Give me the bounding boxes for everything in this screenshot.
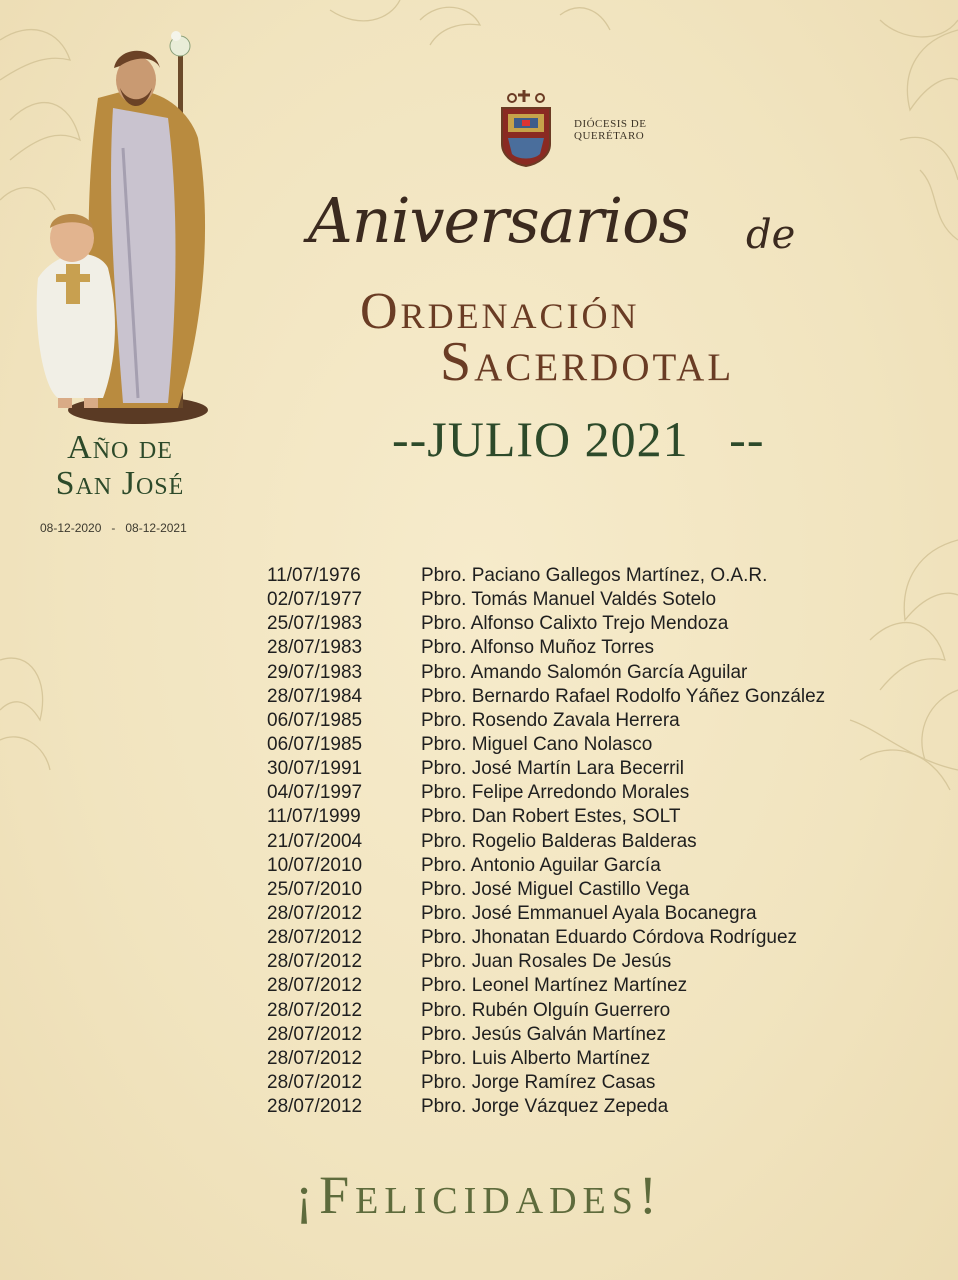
ordination-date: 25/07/2010 (267, 878, 363, 900)
ordination-date: 28/07/2012 (267, 903, 363, 925)
list-item (267, 950, 887, 974)
priest-name: Pbro. Juan Rosales De Jesús (421, 951, 672, 973)
ordination-date: 25/07/1983 (267, 613, 363, 635)
diocese-crest-icon (498, 88, 554, 168)
ordination-date: 06/07/1985 (267, 709, 363, 731)
list-item (267, 781, 887, 805)
st-joseph-statue-image (28, 28, 228, 428)
title-ordenacion: Ordenación (360, 283, 640, 340)
list-item (267, 999, 887, 1023)
priest-name: Pbro. José Martín Lara Becerril (421, 758, 684, 780)
priest-name: Pbro. Luis Alberto Martínez (421, 1047, 651, 1069)
ordination-date: 11/07/1976 (267, 565, 361, 587)
priest-name: Pbro. Tomás Manuel Valdés Sotelo (421, 589, 717, 611)
priest-name: Pbro. Alfonso Muñoz Torres (421, 637, 655, 659)
priest-name: Pbro. Amando Salomón García Aguilar (421, 661, 748, 683)
priest-name: Pbro. José Emmanuel Ayala Bocanegra (421, 903, 757, 925)
ordination-date: 28/07/2012 (267, 927, 363, 949)
title-aniversarios: Aniversarios (308, 184, 690, 257)
list-item (267, 1023, 887, 1047)
list-item (267, 974, 887, 998)
list-item (267, 636, 887, 660)
list-item (267, 588, 887, 612)
priest-name: Pbro. Rubén Olguín Guerrero (421, 999, 671, 1021)
list-item (267, 854, 887, 878)
priest-name: Pbro. Felipe Arredondo Morales (421, 782, 690, 804)
priest-name: Pbro. Leonel Martínez Martínez (421, 975, 688, 997)
month-heading: --JULIO 2021 -- (392, 411, 765, 467)
list-item (267, 757, 887, 781)
year-dates: 08-12-2020 - 08-12-2021 (40, 521, 187, 535)
ordination-date: 28/07/2012 (267, 975, 363, 997)
priest-name: Pbro. Jesús Galván Martínez (421, 1023, 666, 1045)
closing-message: ¡Felicidades! (295, 1165, 663, 1225)
ordination-date: 28/07/2012 (267, 1023, 363, 1045)
ordination-date: 28/07/2012 (267, 951, 363, 973)
list-item (267, 564, 887, 588)
diocese-line1: DIÓCESIS DE (574, 118, 647, 130)
priest-name: Pbro. Dan Robert Estes, SOLT (421, 806, 681, 828)
list-item (267, 1047, 887, 1071)
priest-name: Pbro. Miguel Cano Nolasco (421, 734, 653, 756)
ordination-date: 28/07/2012 (267, 1072, 363, 1094)
ordination-date: 30/07/1991 (267, 758, 363, 780)
year-title-line2: San José (55, 465, 185, 502)
priest-name: Pbro. Jhonatan Eduardo Córdova Rodríguez (421, 927, 798, 949)
priest-name: Pbro. Rosendo Zavala Herrera (421, 709, 680, 731)
ordination-date: 21/07/2004 (267, 830, 363, 852)
title-de: de (746, 212, 796, 258)
ordination-date: 02/07/1977 (267, 589, 363, 611)
ordination-date: 28/07/1983 (267, 637, 363, 659)
list-item (267, 661, 887, 685)
list-item (267, 1095, 887, 1119)
priest-name: Pbro. Alfonso Calixto Trejo Mendoza (421, 613, 729, 635)
ordination-date: 06/07/1985 (267, 734, 363, 756)
priest-name: Pbro. José Miguel Castillo Vega (421, 878, 690, 900)
list-item (267, 685, 887, 709)
ordination-date: 28/07/2012 (267, 999, 363, 1021)
priest-name: Pbro. Jorge Vázquez Zepeda (421, 1096, 669, 1118)
list-item (267, 612, 887, 636)
list-item (267, 902, 887, 926)
list-item (267, 926, 887, 950)
list-item (267, 1071, 887, 1095)
year-title-line1: Año de (67, 429, 173, 466)
list-item (267, 733, 887, 757)
ordination-date: 28/07/1984 (267, 685, 363, 707)
ordination-date: 29/07/1983 (267, 661, 363, 683)
year-of-saint-joseph-title (20, 430, 220, 502)
diocese-name (574, 118, 646, 142)
list-item (267, 830, 887, 854)
ordination-date: 28/07/2012 (267, 1047, 363, 1069)
ordination-date: 10/07/2010 (267, 854, 363, 876)
list-item (267, 709, 887, 733)
priest-name: Pbro. Paciano Gallegos Martínez, O.A.R. (421, 565, 768, 587)
title-sacerdotal: Sacerdotal (440, 331, 735, 393)
diocese-line2: QUERÉTARO (574, 130, 645, 142)
priest-name: Pbro. Rogelio Balderas Balderas (421, 830, 697, 852)
priest-name: Pbro. Bernardo Rafael Rodolfo Yáñez González (421, 685, 826, 707)
anniversary-list (267, 564, 887, 1119)
priest-name: Pbro. Antonio Aguilar García (421, 854, 661, 876)
list-item (267, 878, 887, 902)
priest-name: Pbro. Jorge Ramírez Casas (421, 1072, 656, 1094)
list-item (267, 805, 887, 829)
ordination-date: 11/07/1999 (267, 806, 361, 828)
ordination-date: 28/07/2012 (267, 1096, 363, 1118)
ordination-date: 04/07/1997 (267, 782, 363, 804)
